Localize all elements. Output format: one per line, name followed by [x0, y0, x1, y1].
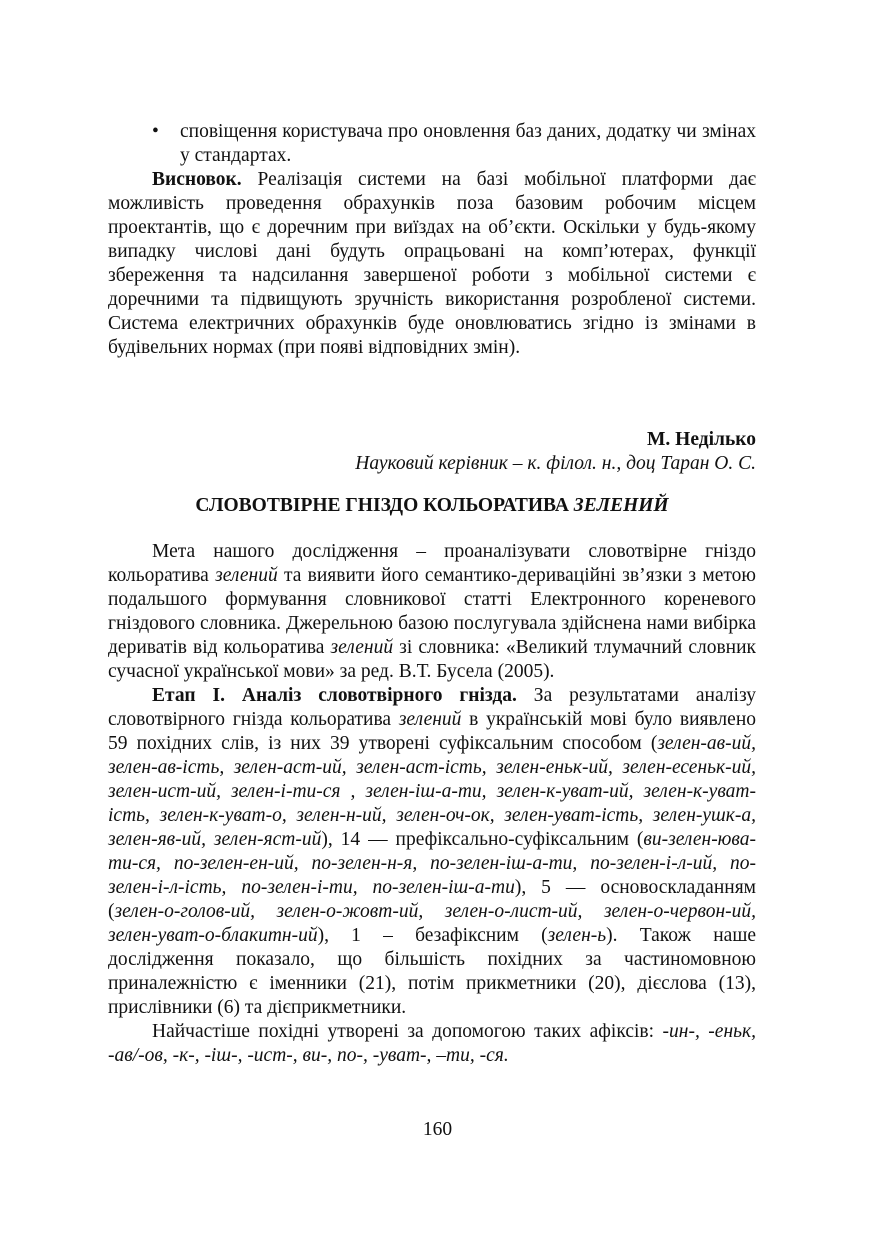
italic-run: зелений — [398, 709, 462, 730]
italic-run: -ин-, -еньк, -ав/-ов, -к-, -іш-, -ист-, ви-, по-, -уват-, –ти, -ся. — [108, 1021, 756, 1066]
italic-run: ви-зелен-юва-ти-ся, по-зелен-ен-ий, по-зелен-н-я, по-зелен-іш-а-ти, по-зелен-і-л-ий, по-зелен-і-л-ість, по-зелен-і-ти, по-зелен-іш-а-ти — [108, 829, 757, 898]
italic-run: зелен-о-голов-ий, зелен-о-жовт-ий, зелен-о-лист-ий, зелен-о-червон-ий, зелен-уват-о-блакитн-ий — [108, 901, 756, 946]
article-heading — [108, 494, 756, 518]
text-run: ). Також наше дослідження показало, що більшість похідних за частиномовною приналежністю є іменники (21), потім прикметники (20), дієслова (13), прислівники (6) та дієприкметники. — [108, 925, 756, 1018]
spacer — [108, 360, 756, 404]
paragraph-stage-one — [108, 684, 756, 1020]
heading-italic: ЗЕЛЕНИЙ — [573, 495, 669, 516]
bullet-item — [108, 120, 756, 168]
text-run: зі словника: «Великий тлумачний словник сучасної української мови» за ред. В.Т. Бусела (2005). — [108, 637, 757, 682]
italic-run: зелений — [215, 565, 278, 586]
bullet-text: сповіщення користувача про оновлення баз даних, додатку чи змінах у стандартах. — [180, 121, 756, 166]
page-number: 160 — [422, 1119, 453, 1140]
advisor-line: Науковий керівник – к. філол. н., доц Таран О. С. — [355, 453, 756, 474]
italic-run: зелен-ав-ий, зелен-ав-ість, зелен-аст-ий, зелен-аст-ість, зелен-еньк-ий, зелен-есеньк-ий, зелен-ист-ий, зелен-і-ти-ся , зелен-іш-а-ти, зелен-к-уват-ий, зелен-к-уват-ість, зелен-к-уват-о, зелен-н-ий, зелен-оч-ок, зелен-уват-ість, зелен-ушк-а, зелен-яв-ий, зелен-яст-ий — [108, 733, 756, 850]
paragraph-purpose — [108, 540, 756, 684]
italic-run: зелен-ь — [547, 925, 607, 946]
conclusion-text: Реалізація системи на базі мобільної платформи дає можливість проведення обрахунків поза базовим робочим місцем проектантів, що є доречним при виїздах на об’єкти. Оскільки у будь-якому випадку числові дані будуть опрацьовані на комп’ютерах, функції збереження та надсилання завершеної роботи з мобільної системи є доречними та підвищують зручність використання розробленої системи. Система електричних обрахунків буде оновлюватись згідно із змінами в будівельних нормах (при появі відповідних змін). — [108, 169, 756, 358]
stage-label: Етап І. Аналіз словотвірного гнізда. — [152, 685, 517, 706]
conclusion-paragraph — [108, 168, 756, 360]
text-run: Мета нашого дослідження – проаналізувати словотвірне гніздо кольоратива — [108, 541, 756, 586]
text-run: ), 14 — префіксально-суфіксальним ( — [321, 829, 644, 850]
text-run: ), 5 — основоскладанням ( — [108, 877, 757, 922]
text-run: в українській мові було виявлено 59 похідних слів, із них 39 утворені суфіксальним способом ( — [108, 709, 757, 754]
text-run: ), 1 – безафіксним ( — [317, 925, 548, 946]
page-content — [108, 120, 756, 1068]
paragraph-affixes — [108, 1020, 756, 1068]
text-run: За результатами аналізу словотвірного гнізда кольоратива — [108, 685, 756, 730]
conclusion-label: Висновок. — [152, 169, 242, 190]
bullet-marker: • — [152, 121, 159, 142]
heading-main: СЛОВОТВІРНЕ ГНІЗДО КОЛЬОРАТИВА — [195, 495, 574, 516]
author-name: М. Неділько — [647, 429, 756, 450]
text-run: Найчастіше похідні утворені за допомогою таких афіксів: — [152, 1021, 663, 1042]
text-run: та виявити його семантико-дериваційні зв’язки з метою подальшого формування словникової статті Електронного кореневого гніздового словника. Джерельною базою послугувала здійснена нами вибірка дериватів від кольоратива — [108, 565, 756, 658]
italic-run: зелений — [330, 637, 394, 658]
